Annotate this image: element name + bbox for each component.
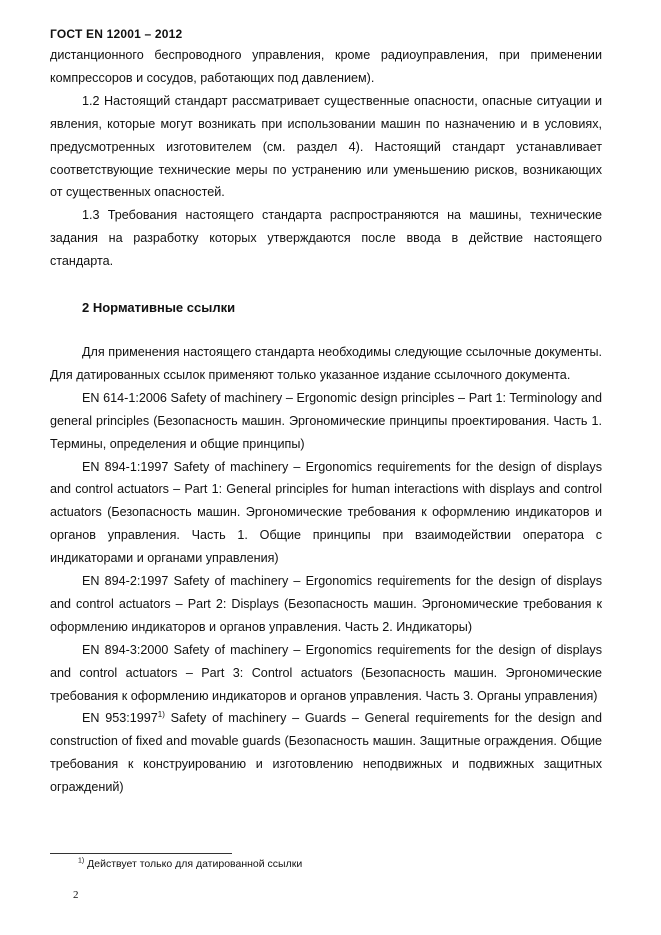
reference-code: EN 953:1997: [82, 711, 158, 726]
reference-en-894-2: EN 894-2:1997 Safety of machinery – Ergonomics requirements for the design of displays and control actuators – Part 2: Displays (Безопасность машин. Эргономические требования к оформлению индикаторов и органов управления. Часть 2. Индикаторы): [50, 574, 602, 634]
paragraph-continuation: дистанционного беспроводного управления, кроме радиоуправления, при применении компрессоров и сосудов, работающих под давлением).: [50, 48, 602, 85]
footnote: [78, 858, 302, 870]
document-header: ГОСТ EN 12001 – 2012: [50, 27, 183, 41]
footnote-mark: 1): [78, 857, 85, 865]
reference-en-953: [50, 707, 602, 799]
paragraph-1-2: 1.2 Настоящий стандарт рассматривает существенные опасности, опасные ситуации и явления, которые могут возникать при использовании машин по назначению и в условиях, предусмотренных изготовителем (см. раздел 4). Настоящий стандарт устанавливает соответствующие технические меры по устранению или уменьшению рисков, возникающих от существенных опасностей.: [50, 93, 602, 200]
footnote-divider: [50, 853, 232, 854]
section-title: 2 Нормативные ссылки: [82, 300, 236, 316]
paragraph-references-intro: Для применения настоящего стандарта необходимы следующие ссылочные документы. Для датированных ссылок применяют только указанное издание ссылочного документа.: [50, 344, 602, 382]
page-number: 2: [73, 889, 79, 901]
reference-en-894-1: EN 894-1:1997 Safety of machinery – Ergonomics requirements for the design of displays and control actuators – Part 1: General principles for human interactions with displays and control actuators (Безопасность машин. Эргономические требования к оформлению индикаторов и органов управления. Часть 1. Общие принципы при взаимодействии оператора с индикаторами и органами управления): [50, 459, 602, 566]
reference-en-894-3: EN 894-3:2000 Safety of machinery – Ergonomics requirements for the design of displays and control actuators – Part 3: Control actuators (Безопасность машин. Эргономические требования к оформлению индикаторов и органов управления. Часть 3. Органы управления): [50, 642, 602, 703]
paragraph-1-3: 1.3 Требования настоящего стандарта распространяются на машины, технические задания на разработку которых утверждаются после ввода в действие настоящего стандарта.: [50, 208, 602, 269]
reference-en-614-1: EN 614-1:2006 Safety of machinery – Ergonomic design principles – Part 1: Terminology and general principles (Безопасность машин. Эргономические принципы проектирования. Часть 1. Термины, определения и общие принципы): [50, 390, 602, 451]
footnote-marker: 1): [157, 710, 165, 720]
reference-text: Safety of machinery – Guards – General requirements for the design and construction of fixed and movable guards (Безопасность машин. Защитные ограждения. Общие требования к конструированию и изготовлению неподвижных и подвижных защитных ограждений): [50, 711, 602, 795]
footnote-text: Действует только для датированной ссылки: [84, 858, 303, 870]
document-body: [50, 44, 602, 799]
